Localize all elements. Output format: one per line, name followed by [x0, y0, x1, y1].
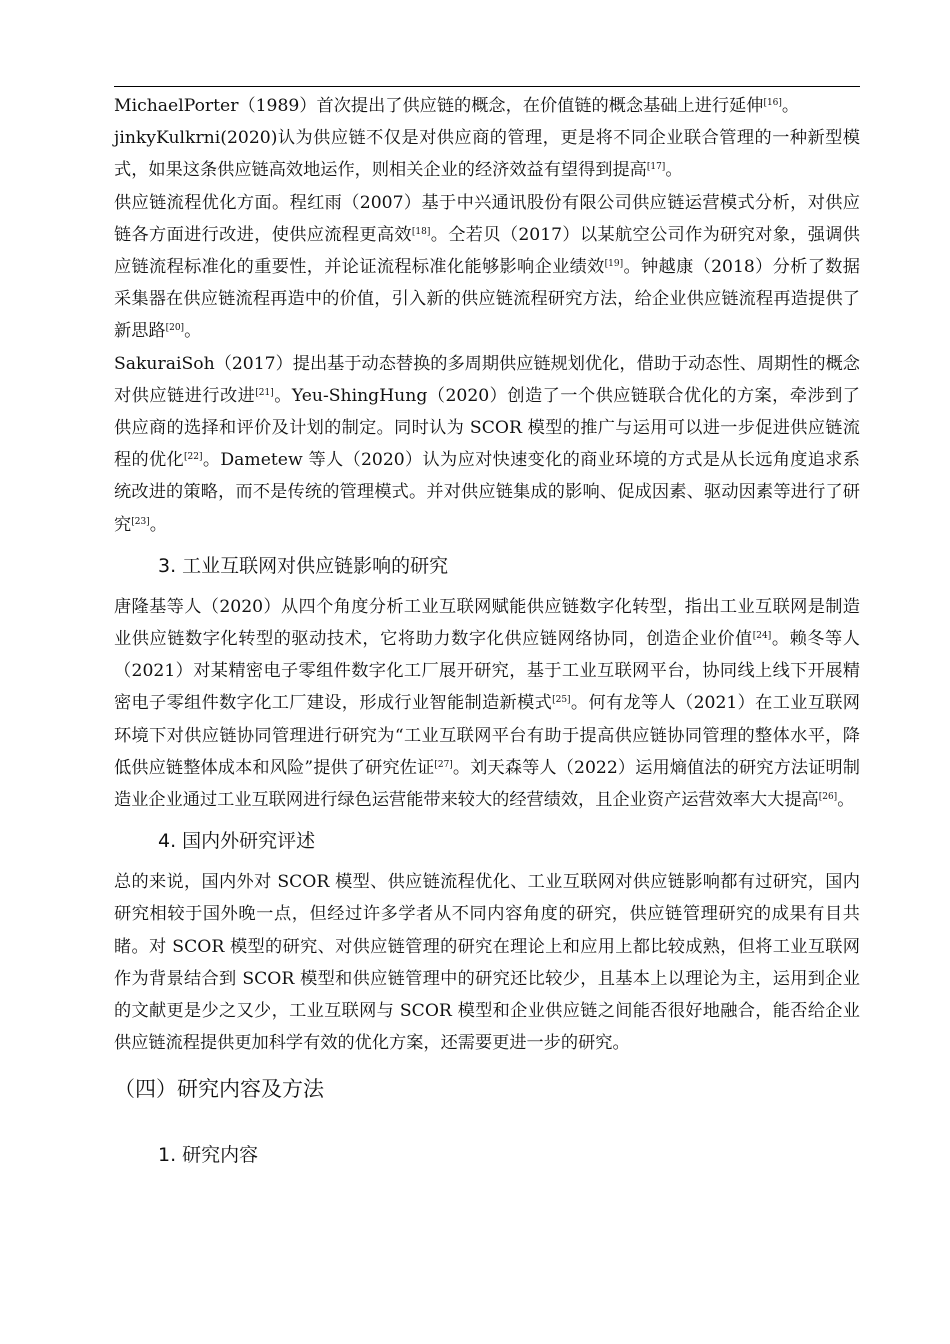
citation-ref: [18]: [411, 226, 431, 237]
paragraph-sakurai: [114, 348, 860, 541]
paragraph-text: 。赖冬等人（2021）对某精密电子零组件数字化工厂展开研究，基于工业互联网平台，协同线上线下开展精密电子零组件数字化工厂建设，形成行业智能制造新模式: [114, 629, 860, 714]
paragraph-text: MichaelPorter（1989）首次提出了供应链的概念，在价值链的概念基础上进行延伸: [114, 96, 764, 116]
paragraph-text: 。刘天森等人（2022）运用熵值法的研究方法证明制造业企业通过工业互联网进行绿色运营能带来较大的经营绩效，且企业资产运营效率大大提高: [114, 757, 860, 811]
citation-ref: [17]: [646, 162, 666, 173]
paragraph-text: 。仝若贝（2017）以某航空公司作为研究对象，强调供应链流程标准化的重要性，并论证流程标准化能够影响企业绩效: [114, 224, 860, 278]
citation-ref: [27]: [434, 759, 453, 770]
paragraph-text: 。钟越康（2018）分析了数据采集器在供应链流程再造中的价值，引入新的供应链流程研究方法，给企业供应链流程再造提供了新思路: [114, 257, 860, 342]
paragraph-industrial-internet: [114, 591, 860, 816]
paragraph-text: SakuraiSoh（2017）提出基于动态替换的多周期供应链规划优化，借助于动态性、周期性的概念对供应链进行改进: [114, 353, 860, 406]
citation-ref: [16]: [763, 98, 782, 108]
citation-ref: [21]: [255, 387, 274, 398]
citation-ref: [19]: [604, 259, 624, 270]
paragraph-text: 。: [149, 514, 167, 535]
paragraph-text: 。: [184, 321, 202, 342]
paragraph-kulkrni: [114, 122, 860, 186]
citation-ref: [26]: [818, 792, 838, 803]
heading-research-content: 1. 研究内容: [158, 1144, 259, 1167]
page-content: [114, 90, 860, 1179]
paragraph-porter: [114, 90, 860, 122]
citation-ref: [20]: [165, 323, 185, 334]
paragraph-text: 供应链流程优化方面。程红雨（2007）基于中兴通讯股份有限公司供应链运营模式分析，对供应链各方面进行改进，使供应流程更高效: [114, 192, 860, 245]
paragraph-text: 。Dametew 等人（2020）认为应对快速变化的商业环境的方式是从长远角度追求系统改进的策略，而不是传统的管理模式。并对供应链集成的影响、促成因素、驱动因素等进行了研究: [114, 450, 860, 535]
heading-section-4: 4. 国内外研究评述: [158, 830, 316, 853]
citation-ref: [22]: [184, 452, 203, 463]
heading-section-3: 3. 工业互联网对供应链影响的研究: [158, 554, 449, 577]
paragraph-text: 。: [837, 790, 855, 811]
citation-ref: [23]: [131, 516, 150, 527]
paragraph-text: jinkyKulkrni(2020)认为供应链不仅是对供应商的管理，更是将不同企业联合管理的一种新型模式，如果这条供应链高效地运作，则相关企业的经济效益有望得到提高: [114, 128, 860, 181]
paragraph-text: 总的来说，国内外对 SCOR 模型、供应链流程优化、工业互联网对供应链影响都有过研究，国内研究相较于国外晚一点，但经过许多学者从不同内容角度的研究，供应链管理研究的成果有目共睹。对 SCOR 模型的研究、对供应链管理的研究在理论上和应用上都比较成熟，但将工业互联网作为背景结合到 SCOR 模型和供应链管理中的研究还比较少，且基本上以理论为主，运用到企业的文献更是少之又少，工业互联网与 SCOR 模型和企业供应链之间能否很好地融合，能否给企业供应链流程提供更加科学有效的优化方案，还需要更进一步的研究。: [114, 872, 860, 1054]
paragraph-text: 唐隆基等人（2020）从四个角度分析工业互联网赋能供应链数字化转型，指出工业互联网是制造业供应链数字化转型的驱动技术，它将助力数字化供应链网络协同，创造企业价值: [114, 596, 860, 650]
heading-part-4: （四）研究内容及方法: [114, 1077, 324, 1102]
paragraph-review-summary: [114, 866, 860, 1059]
citation-ref: [25]: [552, 695, 571, 706]
paragraph-text: 。: [665, 160, 683, 181]
header-rule: [114, 86, 860, 87]
paragraph-text: 。何有龙等人（2021）在工业互联网环境下对供应链协同管理进行研究为“工业互联网平台有助于提高供应链协同管理的整体水平，降低供应链整体成本和风险”提供了研究佐证: [114, 693, 860, 778]
citation-ref: [24]: [752, 631, 772, 642]
paragraph-process-optimization: [114, 187, 860, 348]
paragraph-text: 。Yeu-ShingHung（2020）创造了一个供应链联合优化的方案，牵涉到了供应商的选择和评价及计划的制定。同时认为 SCOR 模型的推广与运用可以进一步促进供应链流程的优化: [114, 385, 860, 471]
paragraph-text: 。: [781, 96, 800, 116]
